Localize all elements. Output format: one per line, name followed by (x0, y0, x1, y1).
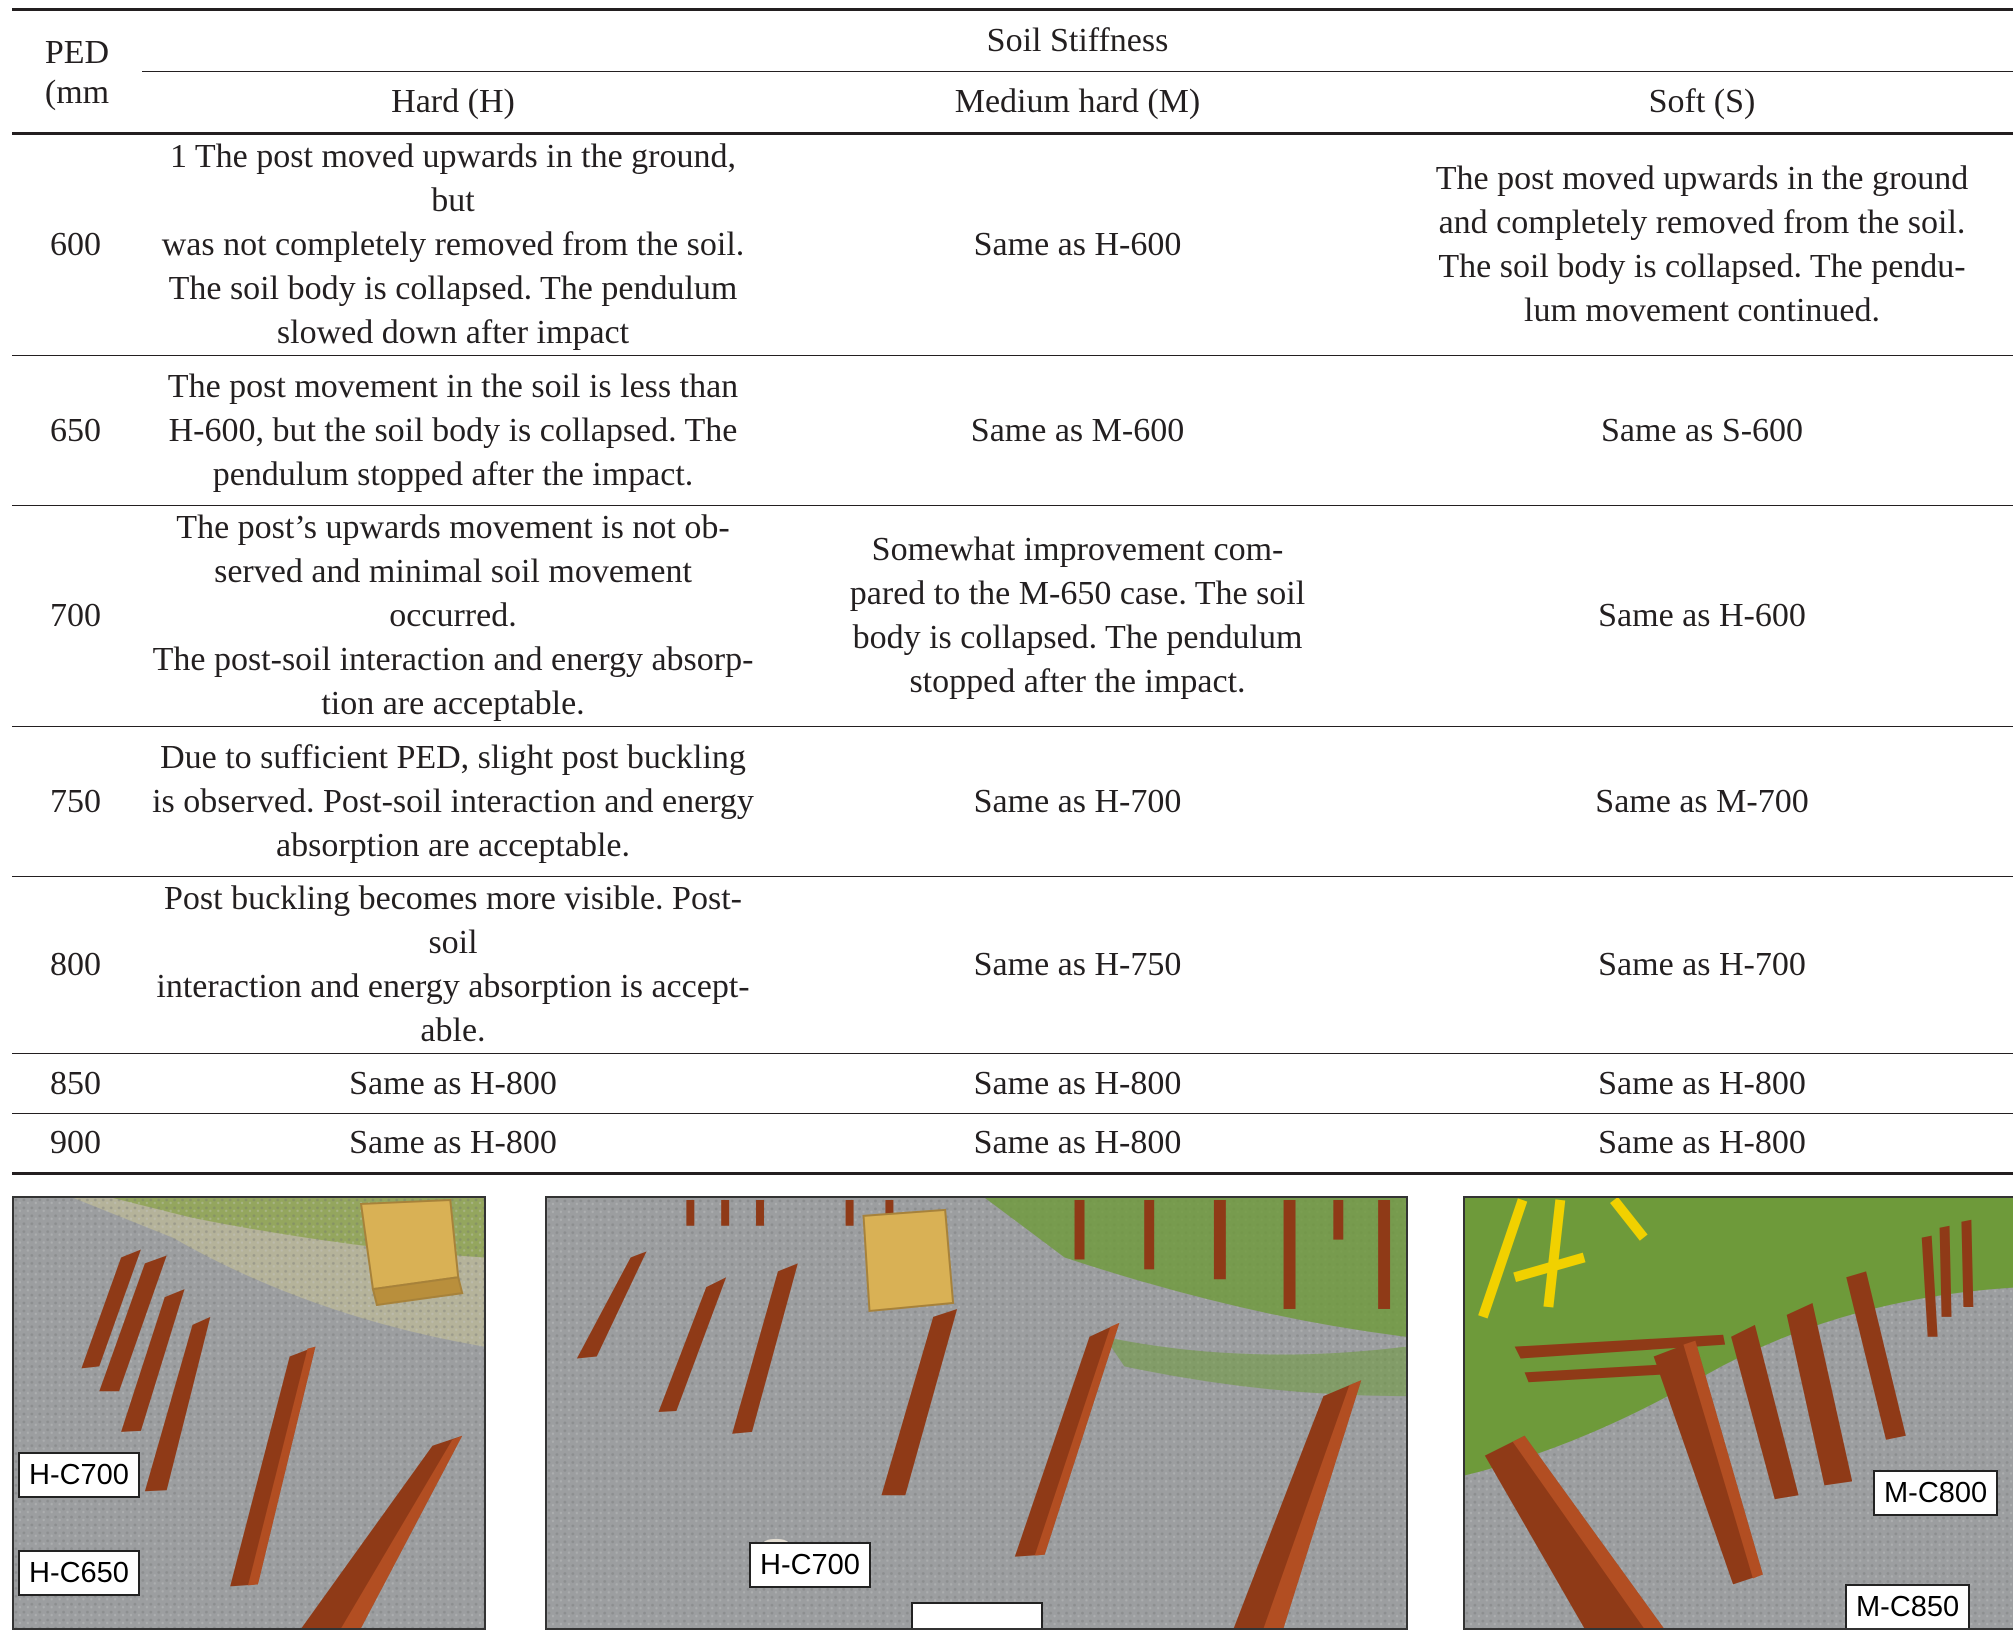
cell-text-line: able. (420, 1012, 486, 1049)
cell-medium (764, 727, 1391, 877)
cell-hard (142, 727, 764, 877)
cell-soft (1391, 727, 2013, 877)
photo-hard-soil-posts (12, 1196, 486, 1630)
cell-text-line: The post-soil interaction and energy absorp- (152, 641, 754, 678)
cell-medium (764, 356, 1391, 506)
soil-stiffness-header: Soil Stiffness (142, 10, 2013, 72)
photo-scene (1465, 1198, 2013, 1628)
table-row (12, 356, 2013, 506)
ped-value: 700 (12, 506, 142, 727)
cell-medium (764, 1114, 1391, 1174)
cell-text-line: Same as M-700 (1595, 782, 1809, 820)
ped-value: 650 (12, 356, 142, 506)
column-header-hard: Hard (H) (142, 72, 764, 134)
table-header-row (12, 10, 2013, 72)
photo-soft-soil-posts (1463, 1196, 2013, 1630)
ped-value: 800 (12, 877, 142, 1054)
cell-hard (142, 1054, 764, 1114)
photo-medium-soil-posts (545, 1196, 1408, 1630)
table-row (12, 727, 2013, 877)
cell-text-line: 1 The post moved upwards in the ground, but (170, 138, 736, 219)
post-label: H-C700 (18, 1452, 140, 1498)
cell-text-line: interaction and energy absorption is accept- (156, 968, 750, 1005)
cell-text-line: Same as H-750 (973, 946, 1182, 983)
cell-hard (142, 356, 764, 506)
post-label: H-C650 (18, 1550, 140, 1596)
table-subheader-row (12, 72, 2013, 134)
cell-text-line: The post movement in the soil is less than (167, 367, 739, 405)
cell-text-line: slowed down after impact (276, 314, 630, 351)
cell-text-line: Somewhat improvement com- (871, 531, 1284, 568)
ped-value: 850 (12, 1054, 142, 1114)
column-header-soft: Soft (S) (1391, 72, 2013, 134)
cell-text-line: The post moved upwards in the ground (1435, 160, 1969, 197)
cell-soft (1391, 506, 2013, 727)
ped-header-line: PED (44, 34, 110, 71)
cell-hard (142, 1114, 764, 1174)
cell-text-line: tion are acceptable. (321, 685, 585, 722)
cell-medium (764, 1054, 1391, 1114)
cell-text-line: Same as H-800 (973, 1124, 1182, 1161)
post-label: H-C700 (749, 1542, 871, 1588)
cell-text-line: stopped after the impact. (909, 663, 1246, 700)
results-table (12, 8, 2013, 1175)
ped-value: 600 (12, 134, 142, 356)
cell-text-line: was not completely removed from the soil. (161, 226, 745, 263)
cell-soft (1391, 356, 2013, 506)
table-row (12, 877, 2013, 1054)
cell-text-line: Same as H-800 (973, 1064, 1182, 1102)
cell-text-line: Same as M-600 (970, 411, 1185, 449)
cell-soft (1391, 877, 2013, 1054)
table-row (12, 1114, 2013, 1174)
photo-scene (547, 1198, 1406, 1628)
ped-value: 750 (12, 727, 142, 877)
ped-header-line: (mm (44, 74, 110, 111)
table-row (12, 1054, 2013, 1114)
ped-column-header (12, 10, 142, 134)
cell-text-line: served and minimal soil movement occurred. (214, 553, 692, 634)
cell-soft (1391, 1114, 2013, 1174)
cell-text-line: lum movement continued. (1524, 292, 1880, 329)
cell-soft (1391, 1054, 2013, 1114)
post-label: M-C800 (1873, 1470, 1998, 1516)
cell-text-line: The post’s upwards movement is not ob- (176, 509, 730, 546)
cell-text-line: Same as H-700 (1598, 946, 1806, 983)
cell-text-line: Due to sufficient PED, slight post buckling (160, 738, 746, 776)
cell-text-line: body is collapsed. The pendulum (852, 619, 1303, 656)
cell-text-line: is observed. Post-soil interaction and energy (152, 782, 754, 820)
ped-value: 900 (12, 1114, 142, 1174)
cell-text-line: Same as H-800 (1598, 1124, 1806, 1161)
cell-medium (764, 877, 1391, 1054)
cell-text-line: Same as H-800 (349, 1064, 557, 1102)
cell-soft (1391, 134, 2013, 356)
cell-text-line: Same as S-600 (1600, 411, 1804, 449)
cell-hard (142, 134, 764, 356)
cell-text-line: and completely removed from the soil. (1438, 204, 1966, 241)
cell-text-line: Same as H-800 (1598, 1064, 1806, 1102)
cell-text-line: The soil body is collapsed. The pendulum (168, 270, 738, 307)
cell-text-line: absorption are acceptable. (276, 826, 630, 864)
cell-text-line: H-600, but the soil body is collapsed. The (168, 411, 738, 449)
cell-text-line: pared to the M-650 case. The soil (849, 575, 1306, 612)
column-header-medium: Medium hard (M) (764, 72, 1391, 134)
cell-text-line: Post buckling becomes more visible. Post-soil (164, 880, 742, 961)
post-label: M-C850 (1845, 1584, 1970, 1630)
cell-text-line: pendulum stopped after the impact. (212, 455, 694, 493)
table-row (12, 506, 2013, 727)
table-row (12, 134, 2013, 356)
cell-text-line: Same as H-600 (1598, 597, 1806, 634)
cell-text-line: Same as H-800 (349, 1124, 557, 1161)
cell-medium (764, 506, 1391, 727)
cell-hard (142, 877, 764, 1054)
cell-text-line: The soil body is collapsed. The pendu- (1438, 248, 1966, 285)
cell-hard (142, 506, 764, 727)
cell-text-line: Same as H-700 (973, 782, 1182, 820)
cell-text-line: Same as H-600 (973, 226, 1182, 263)
cell-medium (764, 134, 1391, 356)
